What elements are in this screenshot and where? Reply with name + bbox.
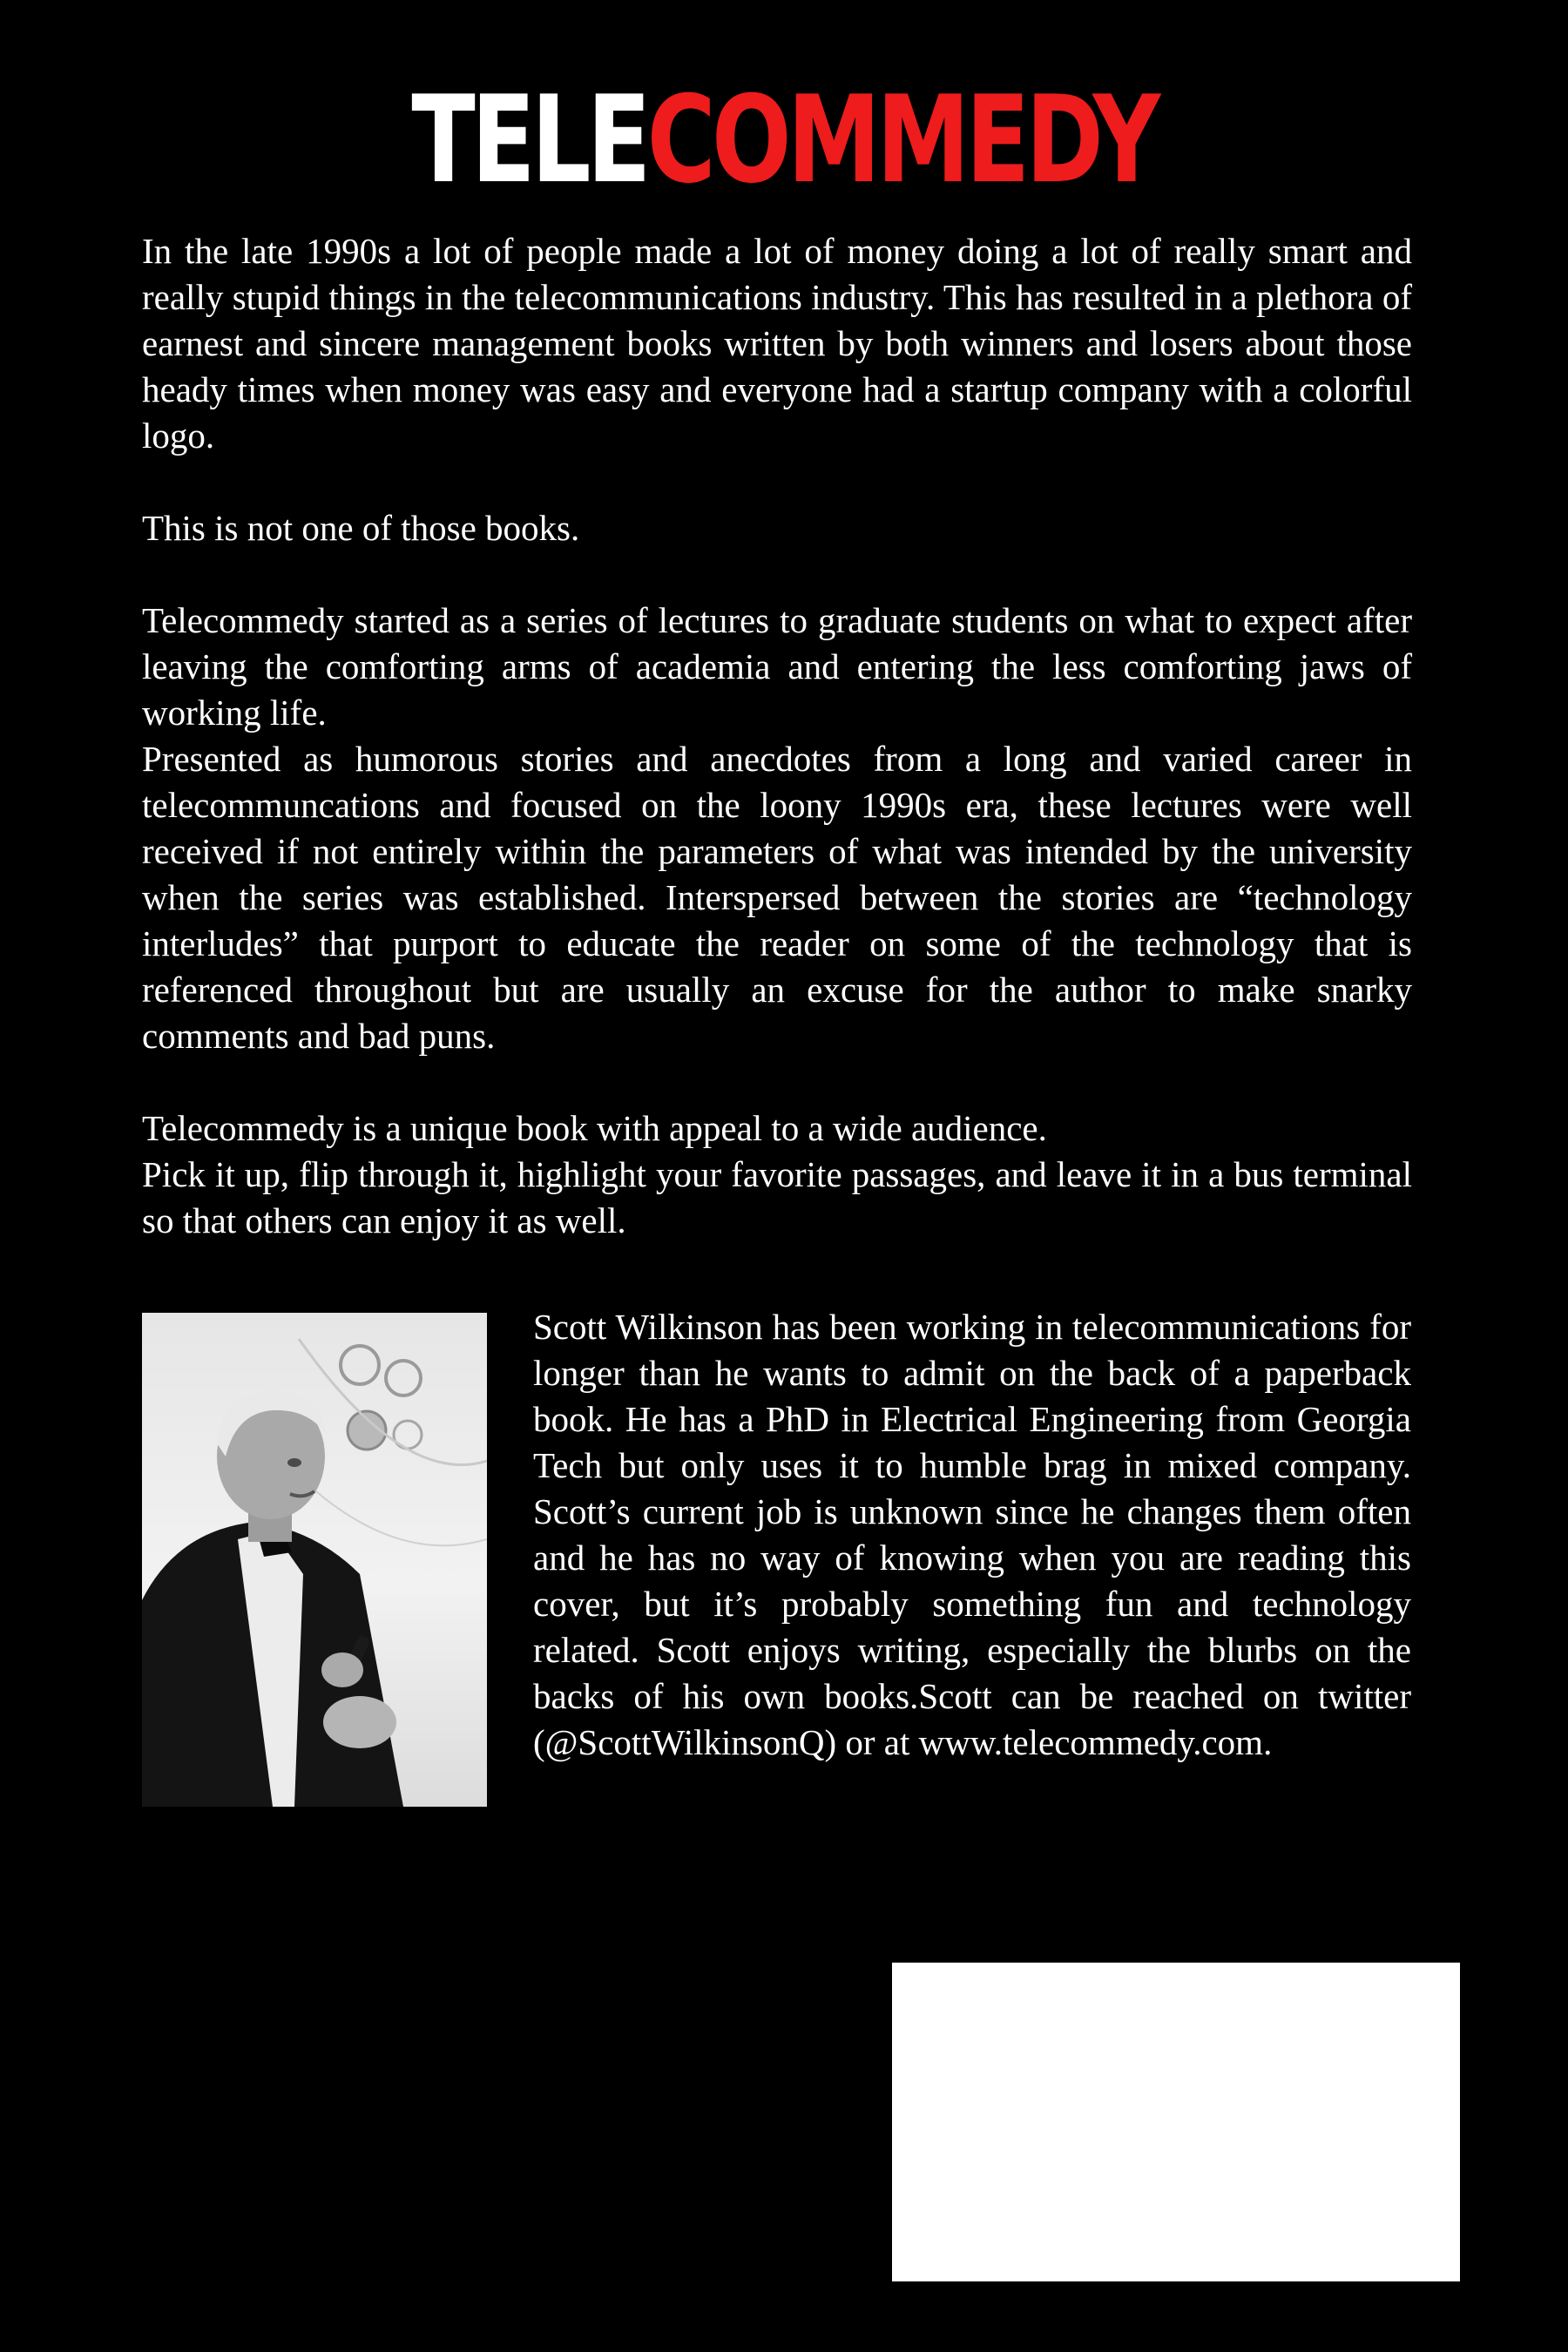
author-photo-illustration <box>142 1313 487 1807</box>
blurb-paragraph: Pick it up, flip through it, highlight your favorite passages, and leave it in a bus terminal so that others can enjoy it as well. <box>142 1154 1412 1240</box>
blurb-paragraph: Telecommedy is a unique book with appeal to a wide audience. <box>142 1108 1047 1148</box>
barcode-placeholder <box>892 1963 1460 2281</box>
blurb-paragraph: This is not one of those books. <box>142 508 580 548</box>
author-photo <box>142 1313 487 1807</box>
book-title-part-2: COMMEDY <box>646 70 1157 210</box>
back-cover-blurb <box>142 228 1412 1244</box>
blurb-paragraph: Telecommedy started as a series of lectures to graduate students on what to expect after leaving the comforting arms of academia and entering the less comforting jaws of working life. <box>142 600 1412 733</box>
blurb-paragraph: In the late 1990s a lot of people made a lot of money doing a lot of really smart and really stupid things in the telecommunications industry. This has resulted in a plethora of earnest and sincere management books written by both winners and losers about those heady times when money was easy and everyone had a startup company with a colorful logo. <box>142 231 1412 456</box>
book-title <box>172 70 1396 210</box>
book-title-part-1: TELE <box>411 70 647 210</box>
blurb-paragraph: Presented as humorous stories and anecdotes from a long and varied career in telecommuncations and focused on the loony 1990s era, these lectures were well received if not entirely within the parameters of what was intended by the university when the series was established. Interspersed between the stories are “technology interludes” that purport to educate the reader on some of the technology that is referenced throughout but are usually an excuse for the author to make snarky comments and bad puns. <box>142 739 1412 1056</box>
author-bio-text: Scott Wilkinson has been working in telecommunications for longer than he wants to admit on the back of a paperback book. He has a PhD in Electrical Engineering from Georgia Tech but only uses it to humble brag in mixed company. Scott’s current job is unknown since he changes them often and he has no way of knowing when you are reading this cover, but it’s probably something fun and technology related. Scott enjoys writing, especially the blurbs on the backs of his own books.Scott can be reached on twitter (@ScottWilkinsonQ) or at www.telecommedy.com. <box>533 1307 1411 1762</box>
author-bio <box>533 1304 1411 1766</box>
